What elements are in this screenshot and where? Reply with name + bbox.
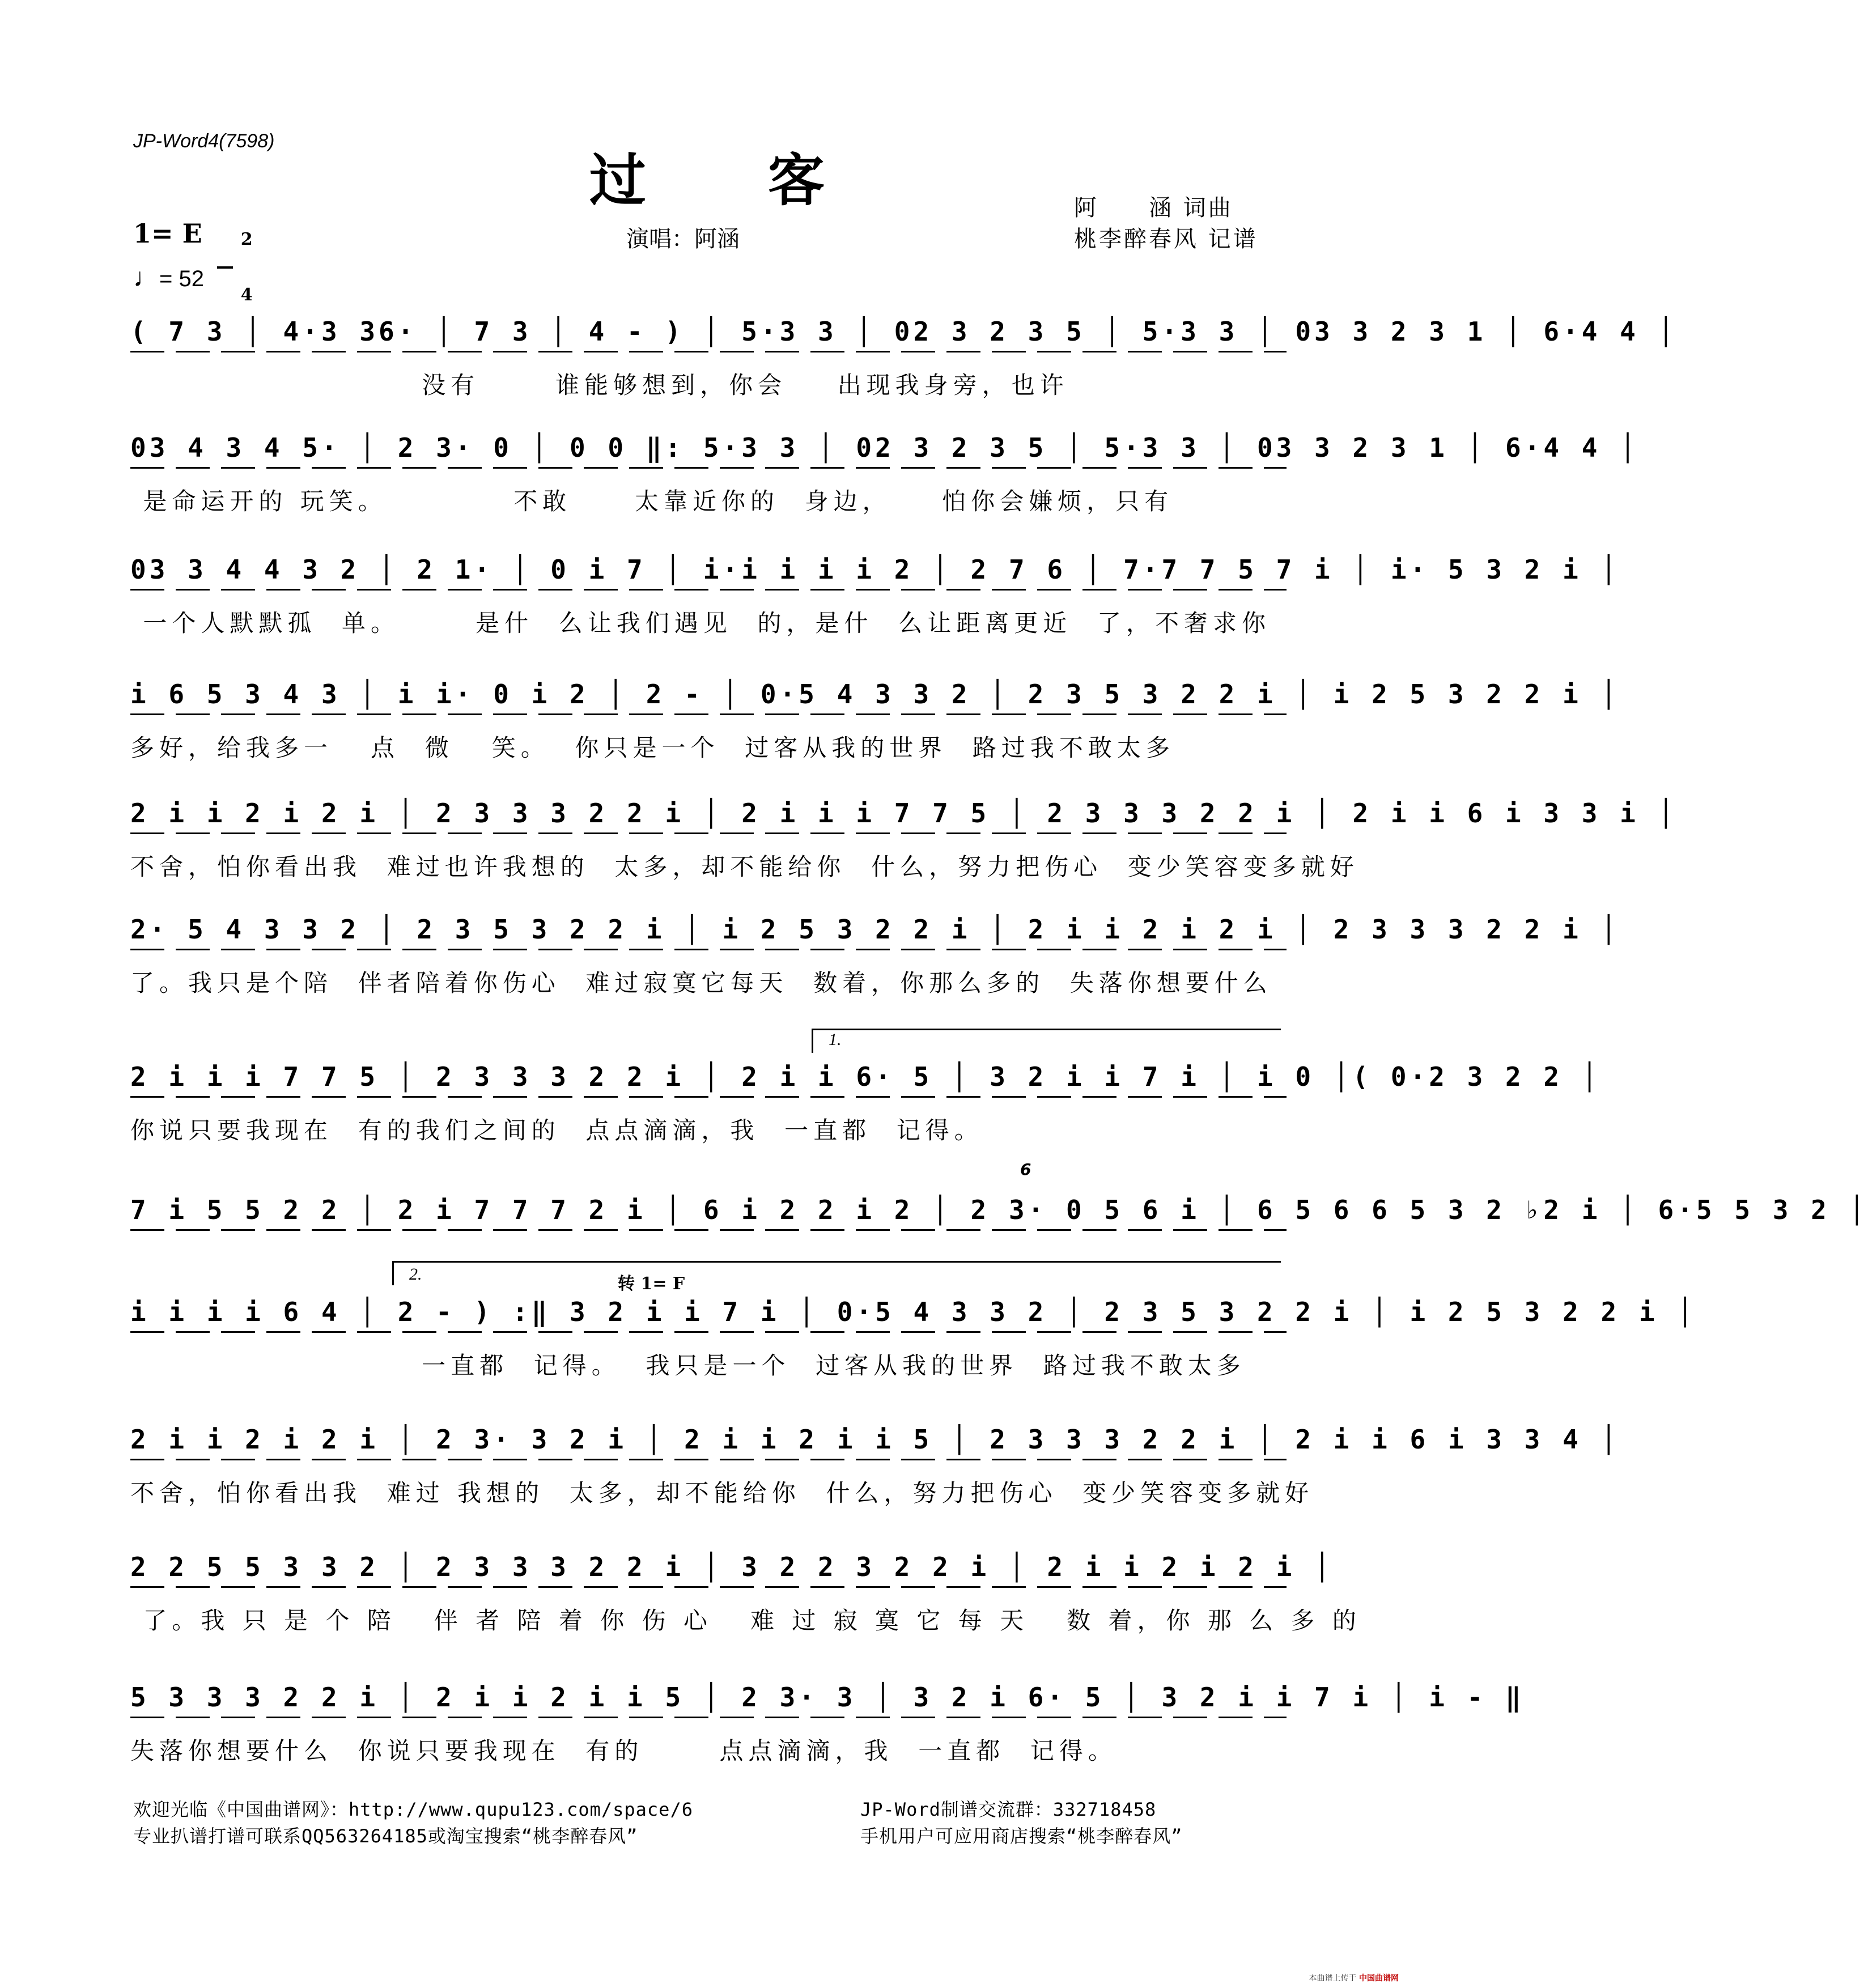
- composer-credit: 阿 涵 词曲: [1074, 195, 1233, 221]
- beam-line: [130, 1717, 1287, 1718]
- key-change-marking: 转 1= F: [618, 1274, 685, 1294]
- time-signature-bottom: 4: [240, 285, 253, 305]
- notation-line: 03 4 3 4 5· │ 2 3· 0 │ 0 0 ‖: 5·3 3 │ 02 3 2 3 5 │ 5·3 3 │ 03 3 2 3 1 │ 6·4 4 │: [130, 432, 1639, 463]
- beam-line: [130, 1229, 1287, 1231]
- volta-label-1: 1.: [829, 1030, 842, 1049]
- upload-note: [1309, 1972, 1399, 1983]
- beam-line: [130, 467, 1287, 469]
- lyric-line: 没有 谁能够想到，你会 出现我身旁，也许: [130, 371, 1069, 399]
- lyric-line: 一个人默默孤 单。 是什 么让我们遇见 的，是什 么让距离更近 了，不奢求你: [130, 609, 1271, 637]
- beam-line: [130, 589, 1287, 591]
- lyric-line: 多好，给我多一 点 微 笑。 你只是一个 过客从我的世界 路过我不敢太多: [130, 734, 1175, 762]
- footer-app-search: 手机用户可应用商店搜索“桃李醉春风”: [860, 1825, 1183, 1847]
- lyric-line: 了。我 只 是 个 陪 伴 者 陪 着 你 伤 心 难 过 寂 寞 它 每 天 数 着，你 那 么 多 的: [130, 1607, 1361, 1634]
- lyric-line: 了。我只是个陪 伴者陪着你伤心 难过寂寞它每天 数着，你那么多的 失落你想要什么: [130, 969, 1272, 997]
- lyric-line: 不舍，怕你看出我 难过也许我想的 太多，却不能给你 什么，努力把伤心 变少笑容变多就好: [130, 853, 1359, 881]
- beam-line: [130, 351, 1287, 352]
- notation-line: i i i i 6 4 │ 2 - ) :‖ 3 2 i i 7 i │ 0·5 4 3 3 2 │ 2 3 5 3 2 2 i │ i 2 5 3 2 2 i │: [130, 1297, 1696, 1327]
- site-logo: 中国曲谱网: [1359, 1974, 1399, 1983]
- tuplet-marker: 6: [1020, 1160, 1031, 1179]
- lyric-line: 是命运开的 玩笑。 不敢 太靠近你的 身边， 怕你会嫌烦，只有: [130, 487, 1174, 515]
- notation-line: i 6 5 3 4 3 │ i i· 0 i 2 │ 2 - │ 0·5 4 3 3 2 │ 2 3 5 3 2 2 i │ i 2 5 3 2 2 i │: [130, 679, 1620, 710]
- beam-line: [130, 1459, 1287, 1460]
- lyric-line: 一直都 记得。 我只是一个 过客从我的世界 路过我不敢太多: [130, 1352, 1246, 1379]
- tempo-marking: [133, 262, 204, 292]
- key-signature: 1= E: [133, 218, 202, 249]
- beam-line: [130, 713, 1287, 715]
- volta-bracket-2: [392, 1261, 1281, 1285]
- beam-line: [130, 1096, 1287, 1098]
- software-label: JP-Word4(7598): [133, 130, 275, 152]
- lyric-line: 失落你想要什么 你说只要我现在 有的 点点滴滴，我 一直都 记得。: [130, 1737, 1117, 1765]
- singer-credit: 演唱：阿涵: [626, 226, 740, 252]
- footer-group: JP-Word制谱交流群：332718458: [860, 1799, 1157, 1820]
- beam-line: [130, 832, 1287, 834]
- transcriber-credit: 桃李醉春风 记谱: [1074, 226, 1258, 252]
- notation-line: 03 3 4 4 3 2 │ 2 1· │ 0 i 7 │ i·i i i i 2 │ 2 7 6 │ 7·7 7 5 7 i │ i· 5 3 2 i │: [130, 554, 1620, 585]
- notation-line: 2 i i 2 i 2 i │ 2 3 3 3 2 2 i │ 2 i i i 7 7 5 │ 2 3 3 3 2 2 i │ 2 i i 6 i 3 3 i │: [130, 798, 1678, 829]
- notation-line: 2 2 5 5 3 3 2 │ 2 3 3 3 2 2 i │ 3 2 2 3 2 2 i │ 2 i i 2 i 2 i │: [130, 1552, 1334, 1582]
- notation-line: 2· 5 4 3 3 2 │ 2 3 5 3 2 2 i │ i 2 5 3 2 2 i │ 2 i i 2 i 2 i │ 2 3 3 3 2 2 i │: [130, 914, 1620, 945]
- time-signature-bar: [217, 266, 233, 269]
- tempo-value: = 52: [159, 266, 204, 291]
- notation-line: 5 3 3 3 2 2 i │ 2 i i 2 i i 5 │ 2 3· 3 │ 3 2 i 6· 5 │ 3 2 i i 7 i │ i - ‖: [130, 1682, 1525, 1713]
- time-signature: [217, 214, 253, 321]
- quarter-note-icon: ♩: [133, 262, 159, 292]
- notation-line: 7 i 5 5 2 2 │ 2 i 7 7 7 2 i │ 6 i 2 2 i 2 │ 2 3· 0 5 6 i │ 6 5 6 6 5 3 2 ♭2 i │ 6·5 5 3 2 │: [130, 1195, 1868, 1225]
- lyric-line: 你说只要我现在 有的我们之间的 点点滴滴，我 一直都 记得。: [130, 1116, 983, 1144]
- notation-line: ( 7 3 │ 4·3 36· │ 7 3 │ 4 - ) │ 5·3 3 │ 02 3 2 3 5 │ 5·3 3 │ 03 3 2 3 1 │ 6·4 4 │: [130, 316, 1678, 347]
- volta-bracket-1: [812, 1029, 1281, 1053]
- time-signature-top: 2: [240, 230, 253, 249]
- notation-line: 2 i i i 7 7 5 │ 2 3 3 3 2 2 i │ 2 i i 6· 5 │ 3 2 i i 7 i │ i 0 │( 0·2 3 2 2 │: [130, 1061, 1601, 1092]
- notation-line: 2 i i 2 i 2 i │ 2 3· 3 2 i │ 2 i i 2 i i 5 │ 2 3 3 3 2 2 i │ 2 i i 6 i 3 3 4 │: [130, 1424, 1620, 1455]
- song-title: 过 客: [589, 147, 876, 214]
- upload-note-text: 本曲谱上传于: [1309, 1974, 1357, 1983]
- footer-contact: 专业扒谱打谱可联系QQ563264185或淘宝搜索“桃李醉春风”: [133, 1825, 638, 1847]
- volta-label-2: 2.: [409, 1265, 422, 1284]
- beam-line: [130, 1331, 1287, 1333]
- beam-line: [130, 949, 1287, 950]
- footer-website: 欢迎光临《中国曲谱网》：http://www.qupu123.com/space/6: [133, 1799, 693, 1820]
- lyric-line: 不舍，怕你看出我 难过 我想的 太多，却不能给你 什么，努力把伤心 变少笑容变多就好: [130, 1479, 1314, 1507]
- beam-line: [130, 1586, 1287, 1588]
